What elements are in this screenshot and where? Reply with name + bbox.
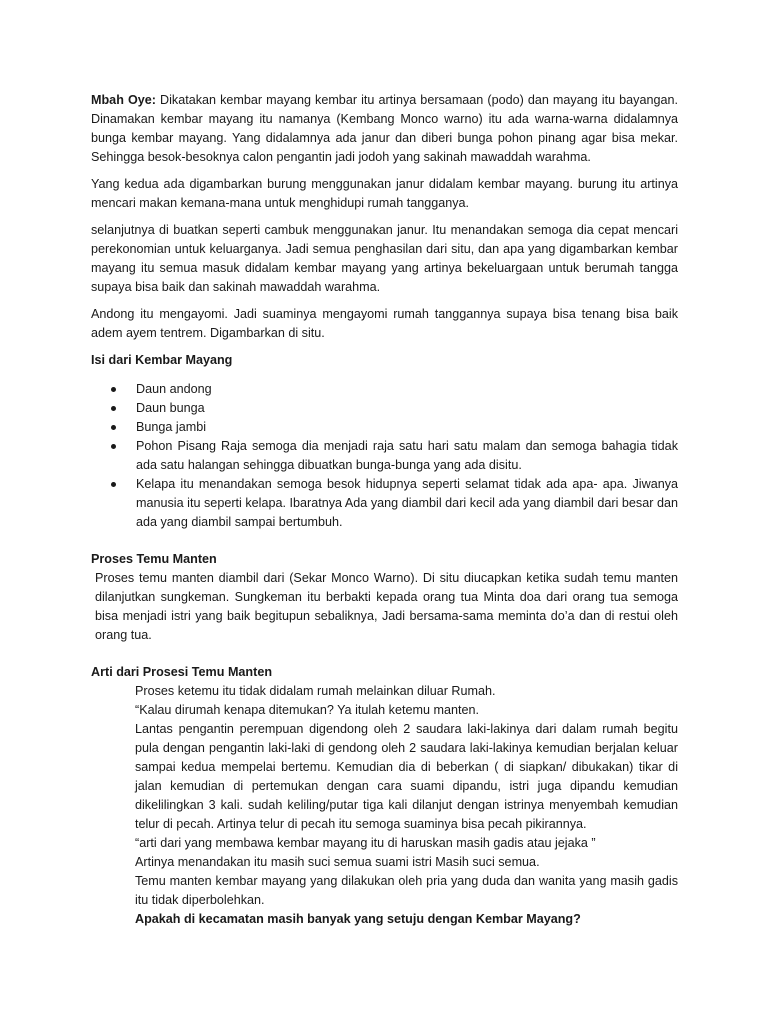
list-item: Pohon Pisang Raja semoga dia menjadi raja satu hari satu malam dan semoga bahagia tidak ada satu halangan sehingga dibuatkan bunga-bunga yang ada disitu. bbox=[91, 437, 678, 475]
heading-arti-prosesi: Arti dari Prosesi Temu Manten bbox=[91, 665, 273, 679]
paragraph-andong: Andong itu mengayomi. Jadi suaminya mengayomi rumah tanggannya supaya bisa tenang bisa baik adem ayem tentrem. Digambarkan di situ. bbox=[91, 307, 678, 340]
bullet-icon bbox=[111, 406, 116, 411]
speaker-name: Mbah Oye: bbox=[91, 93, 156, 107]
intro-text: Dikatakan kembar mayang kembar itu artinya bersamaan (podo) dan mayang itu bayangan. Dinamakan kembar mayang itu namanya (Kembang Monco warno) itu ada warna-warna didalamnya bunga kembar mayang. Yang didalamnya ada janur dan diberi bunga pohon pinang agar bisa mekar. Sehingga besok-besoknya calon pengantin jadi jodoh yang sakinah mawaddah warahma. bbox=[91, 93, 678, 164]
arti-line: “Kalau dirumah kenapa ditemukan? Ya itulah ketemu manten. bbox=[135, 703, 479, 717]
bullet-icon bbox=[111, 482, 116, 487]
proses-paragraph: Proses temu manten diambil dari (Sekar Monco Warno). Di situ diucapkan ketika sudah temu manten dilanjutkan sungkeman. Sungkeman itu berbakti kepada orang tua Minta doa dari orang tua semoga bisa menjadi istri yang baik begitupun sebaliknya, Jadi bersama-sama meminta do’a dan di restui oleh orang tua. bbox=[95, 571, 678, 642]
list-item: Kelapa itu menandakan semoga besok hidupnya seperti selamat tidak ada apa- apa. Jiwanya manusia itu seperti kelapa. Ibaratnya Ada yang diambil dari kecil ada yang diambil dari besar dan ada yang diambil sampai bertumbuh. bbox=[91, 475, 678, 532]
list-item: Daun bunga bbox=[91, 399, 678, 418]
closing-question: Apakah di kecamatan masih banyak yang setuju dengan Kembar Mayang? bbox=[135, 912, 581, 926]
arti-line: Proses ketemu itu tidak didalam rumah melainkan diluar Rumah. bbox=[135, 684, 496, 698]
arti-block bbox=[91, 682, 678, 929]
list-item: Daun andong bbox=[91, 380, 678, 399]
arti-line: Lantas pengantin perempuan digendong oleh 2 saudara laki-lakinya dari dalam rumah begitu pula dengan pengantin laki-laki di gendong oleh 2 saudara laki-lakinya kemudian berjalan keluar sampai kedua mempelai bertemu. Kemudian dia di beberkan ( di siapkan/ dibukakan) tikar di jalan kemudian di pertemukan dengan cara suami dipandu, istri juga dipandu kemudian dikelilingkan 3 kali. sudah keliling/putar tiga kali dilanjut dengan istrinya menyembah kemudian telur di pecah. Artinya telur di pecah itu semoga suaminya bisa pecah pikirannya. bbox=[135, 722, 678, 831]
intro-paragraph bbox=[91, 91, 678, 167]
heading-isi-kembar-mayang: Isi dari Kembar Mayang bbox=[91, 353, 233, 367]
heading-proses-temu-manten: Proses Temu Manten bbox=[91, 552, 217, 566]
bullet-icon bbox=[111, 387, 116, 392]
bullet-icon bbox=[111, 444, 116, 449]
arti-line: Artinya menandakan itu masih suci semua suami istri Masih suci semua. bbox=[135, 855, 540, 869]
document-body bbox=[91, 91, 678, 929]
paragraph-burung: Yang kedua ada digambarkan burung menggunakan janur didalam kembar mayang. burung itu artinya mencari makan kemana-mana untuk menghidupi rumah tangganya. bbox=[91, 177, 678, 210]
paragraph-cambuk: selanjutnya di buatkan seperti cambuk menggunakan janur. Itu menandakan semoga dia cepat mencari perekonomian untuk keluarganya. Jadi semua penghasilan dari situ, dan apa yang digambarkan kembar mayang itu semua masuk didalam kembar mayang yang artinya bekeluargaan untuk berumah tangga supaya bisa baik dan sakinah mawaddah warahma. bbox=[91, 223, 678, 294]
list-item: Bunga jambi bbox=[91, 418, 678, 437]
arti-line: Temu manten kembar mayang yang dilakukan oleh pria yang duda dan wanita yang masih gadis itu tidak diperbolehkan. bbox=[135, 874, 678, 907]
arti-line: “arti dari yang membawa kembar mayang itu di haruskan masih gadis atau jejaka ” bbox=[135, 836, 596, 850]
isi-list bbox=[91, 380, 678, 532]
bullet-icon bbox=[111, 425, 116, 430]
